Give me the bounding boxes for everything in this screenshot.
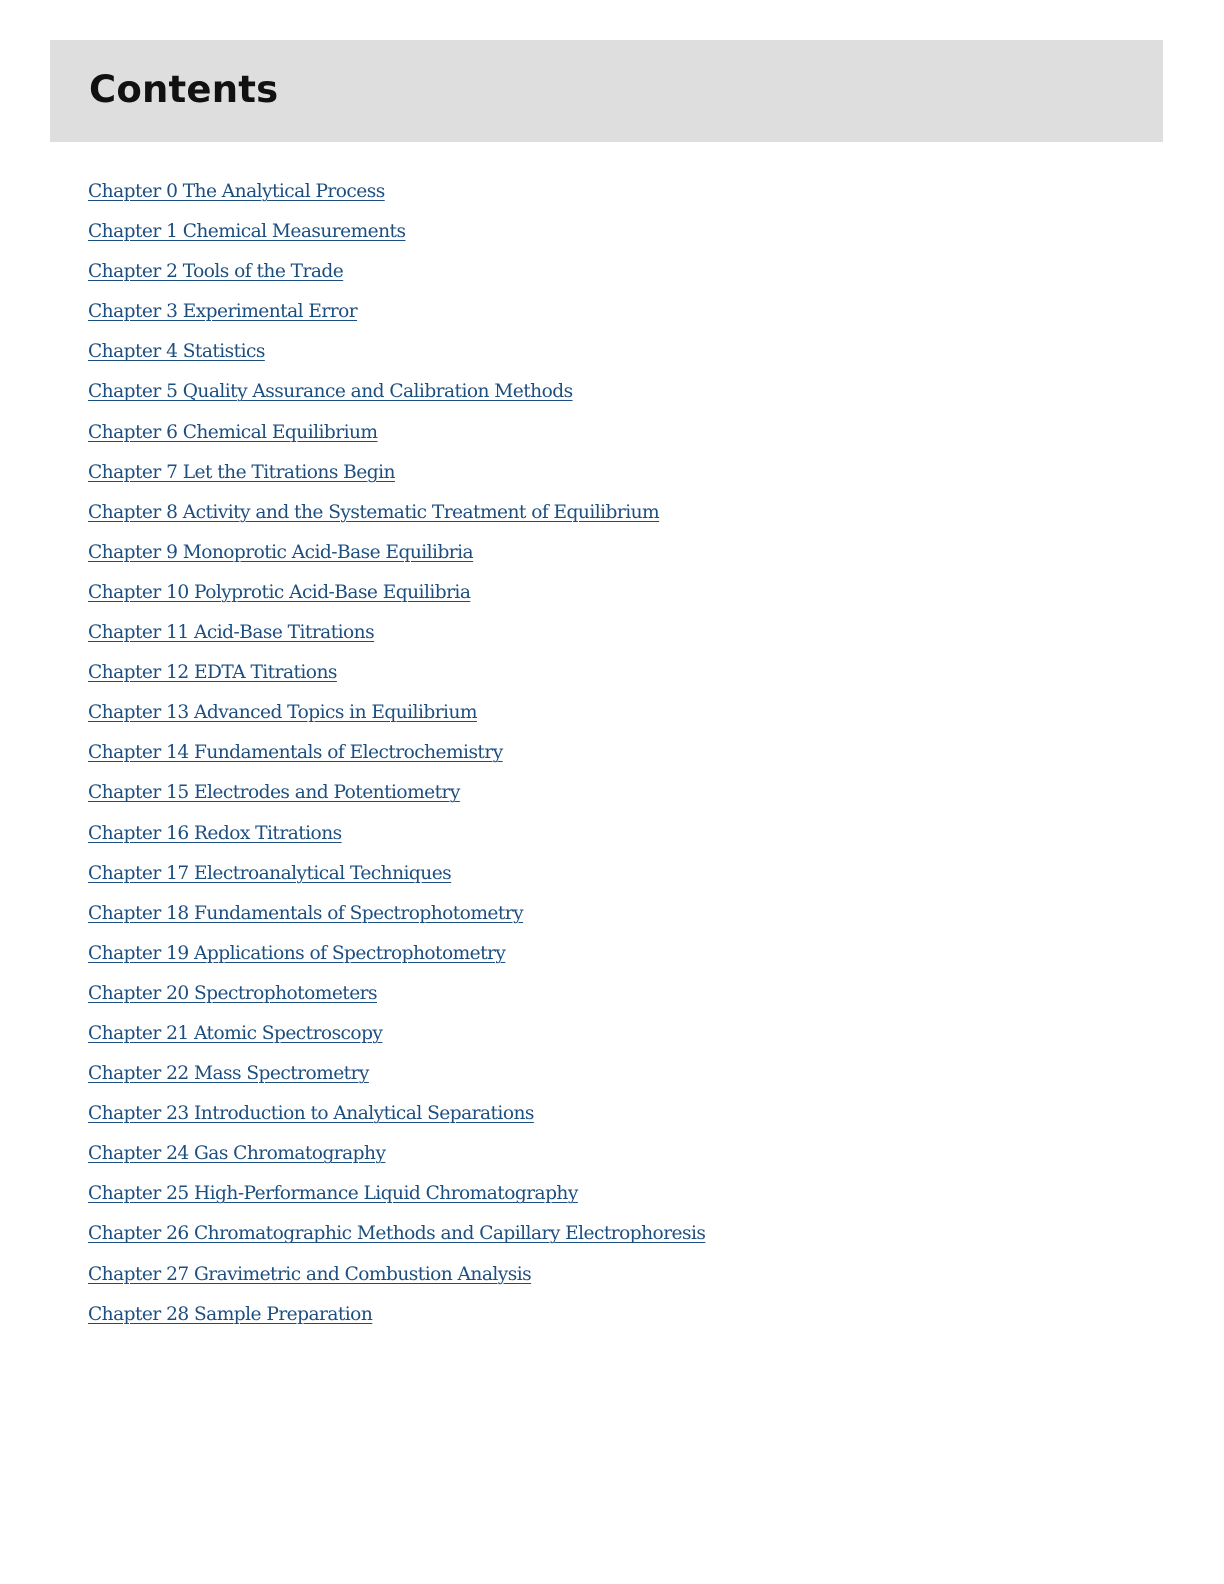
toc-item — [88, 978, 705, 1018]
toc-link-chapter-7[interactable]: Chapter 7 Let the Titrations Begin — [88, 461, 395, 483]
toc-item — [88, 657, 705, 697]
toc-link-chapter-14[interactable]: Chapter 14 Fundamentals of Electrochemistry — [88, 742, 503, 764]
toc-item — [88, 1098, 705, 1138]
toc-link-chapter-1[interactable]: Chapter 1 Chemical Measurements — [88, 221, 406, 243]
toc-item — [88, 256, 705, 296]
toc-item — [88, 457, 705, 497]
toc-item — [88, 537, 705, 577]
toc-item — [88, 1178, 705, 1218]
toc-item — [88, 898, 705, 938]
toc-link-chapter-12[interactable]: Chapter 12 EDTA Titrations — [88, 662, 337, 684]
toc-item — [88, 1218, 705, 1258]
toc-item — [88, 617, 705, 657]
toc-link-chapter-3[interactable]: Chapter 3 Experimental Error — [88, 301, 358, 323]
toc-link-chapter-4[interactable]: Chapter 4 Statistics — [88, 341, 265, 363]
toc-item — [88, 1018, 705, 1058]
toc-item — [88, 296, 705, 336]
toc-item — [88, 1259, 705, 1299]
toc-link-chapter-22[interactable]: Chapter 22 Mass Spectrometry — [88, 1063, 369, 1085]
toc-link-chapter-11[interactable]: Chapter 11 Acid-Base Titrations — [88, 622, 375, 644]
toc-item — [88, 1299, 705, 1339]
toc-item — [88, 216, 705, 256]
toc-link-chapter-13[interactable]: Chapter 13 Advanced Topics in Equilibrium — [88, 702, 477, 724]
toc-link-chapter-19[interactable]: Chapter 19 Applications of Spectrophotometry — [88, 942, 506, 964]
toc-item — [88, 497, 705, 537]
toc-link-chapter-16[interactable]: Chapter 16 Redox Titrations — [88, 822, 342, 844]
toc-link-chapter-5[interactable]: Chapter 5 Quality Assurance and Calibration Methods — [88, 381, 573, 403]
toc-item — [88, 417, 705, 457]
toc-item — [88, 176, 705, 216]
toc-item — [88, 777, 705, 817]
toc-link-chapter-20[interactable]: Chapter 20 Spectrophotometers — [88, 982, 377, 1004]
contents-header — [50, 40, 1163, 142]
toc-item — [88, 697, 705, 737]
toc-link-chapter-27[interactable]: Chapter 27 Gravimetric and Combustion Analysis — [88, 1263, 532, 1285]
toc-item — [88, 336, 705, 376]
table-of-contents — [88, 176, 705, 1339]
toc-link-chapter-0[interactable]: Chapter 0 The Analytical Process — [88, 181, 385, 202]
toc-link-chapter-2[interactable]: Chapter 2 Tools of the Trade — [88, 261, 344, 283]
toc-link-chapter-23[interactable]: Chapter 23 Introduction to Analytical Separations — [88, 1103, 534, 1125]
toc-link-chapter-10[interactable]: Chapter 10 Polyprotic Acid-Base Equilibria — [88, 581, 471, 603]
toc-item — [88, 1138, 705, 1178]
toc-item — [88, 858, 705, 898]
toc-link-chapter-24[interactable]: Chapter 24 Gas Chromatography — [88, 1143, 386, 1165]
toc-item — [88, 938, 705, 978]
toc-item — [88, 1058, 705, 1098]
toc-link-chapter-15[interactable]: Chapter 15 Electrodes and Potentiometry — [88, 782, 460, 804]
toc-link-chapter-6[interactable]: Chapter 6 Chemical Equilibrium — [88, 421, 378, 443]
toc-link-chapter-17[interactable]: Chapter 17 Electroanalytical Techniques — [88, 862, 452, 884]
page-title: Contents — [89, 68, 279, 111]
toc-item — [88, 577, 705, 617]
toc-link-chapter-9[interactable]: Chapter 9 Monoprotic Acid-Base Equilibria — [88, 541, 474, 563]
toc-link-chapter-18[interactable]: Chapter 18 Fundamentals of Spectrophotometry — [88, 902, 524, 924]
toc-link-chapter-21[interactable]: Chapter 21 Atomic Spectroscopy — [88, 1022, 383, 1044]
toc-item — [88, 376, 705, 416]
toc-link-chapter-26[interactable]: Chapter 26 Chromatographic Methods and Capillary Electrophoresis — [88, 1223, 706, 1245]
toc-item — [88, 737, 705, 777]
toc-link-chapter-25[interactable]: Chapter 25 High-Performance Liquid Chromatography — [88, 1183, 578, 1205]
toc-link-chapter-8[interactable]: Chapter 8 Activity and the Systematic Treatment of Equilibrium — [88, 501, 660, 523]
toc-link-chapter-28[interactable]: Chapter 28 Sample Preparation — [88, 1303, 373, 1325]
toc-item — [88, 818, 705, 858]
